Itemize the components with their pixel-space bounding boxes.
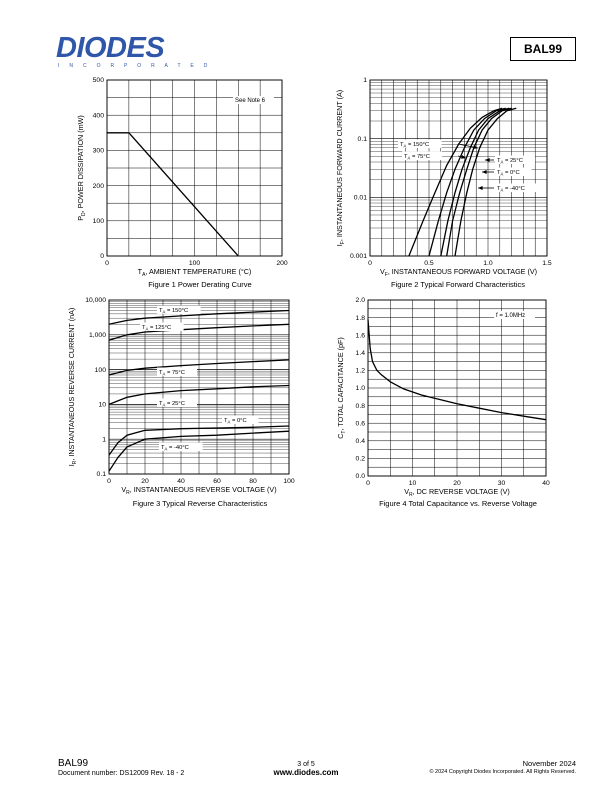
company-logo bbox=[52, 32, 212, 69]
series-label: $T_A = -40^\circ C$ bbox=[161, 445, 189, 452]
series-label: $T_A = 150^\circ C$ bbox=[400, 142, 430, 149]
series-line bbox=[429, 108, 506, 256]
logo-subtext: I N C O R P O R A T E D bbox=[58, 63, 212, 69]
footer-document-number: Document number: DS12009 Rev. 18 - 2 bbox=[58, 770, 185, 777]
x-axis-label: $V_R$, DC REVERSE VOLTAGE (V) bbox=[404, 487, 510, 498]
figure-3-chart bbox=[62, 290, 302, 505]
series-label: $T_A = 0^\circ C$ bbox=[497, 170, 520, 177]
y-tick-label: 0.001 bbox=[349, 253, 367, 261]
y-axis-label: $C_T$, TOTAL CAPACITANCE (pF) bbox=[336, 337, 347, 439]
series-label: $T_A = -40^\circ C$ bbox=[497, 186, 525, 193]
x-tick-label: 60 bbox=[213, 478, 221, 485]
x-tick-label: 80 bbox=[249, 478, 257, 485]
part-number-box: BAL99 bbox=[510, 37, 576, 61]
x-axis-label: $V_F$, INSTANTANEOUS FORWARD VOLTAGE (V) bbox=[379, 267, 538, 278]
y-tick-label: 1 bbox=[102, 436, 106, 444]
x-tick-label: 20 bbox=[453, 480, 461, 487]
arrow-head bbox=[482, 170, 487, 174]
figure-3-caption: Figure 3 Typical Reverse Characteristics bbox=[132, 499, 268, 508]
y-tick-label: 10,000 bbox=[85, 297, 106, 305]
y-tick-label: 0.4 bbox=[355, 438, 365, 445]
x-tick-label: 100 bbox=[283, 478, 295, 485]
x-tick-label: 0.5 bbox=[424, 260, 434, 267]
y-axis-label: $I_R$, INSTANTANEOUS REVERSE CURRENT (nA) bbox=[67, 307, 78, 467]
chart-annotation: See Note 6 bbox=[235, 98, 266, 104]
x-tick-label: 100 bbox=[188, 260, 201, 267]
y-tick-label: 1.0 bbox=[355, 385, 365, 393]
x-tick-label: 0 bbox=[366, 480, 370, 487]
y-tick-label: 500 bbox=[92, 77, 104, 85]
figure-4-caption: Figure 4 Total Capacitance vs. Reverse Voltage bbox=[379, 499, 537, 508]
chart-annotation: f = 1.0MHz bbox=[496, 313, 526, 319]
y-tick-label: 0.01 bbox=[353, 194, 367, 202]
y-tick-label: 0.8 bbox=[355, 402, 365, 410]
footer-website-link[interactable]: www.diodes.com bbox=[273, 768, 339, 777]
figure-2-caption: Figure 2 Typical Forward Characteristics bbox=[390, 280, 526, 289]
x-tick-label: 200 bbox=[276, 260, 288, 267]
y-tick-label: 100 bbox=[94, 366, 106, 374]
arrow-head bbox=[485, 158, 490, 162]
y-tick-label: 0.1 bbox=[96, 471, 106, 479]
series-label: $T_A = 125^\circ C$ bbox=[142, 325, 172, 332]
series-label: $T_A = 75^\circ C$ bbox=[159, 370, 185, 377]
x-axis-label: $V_R$, INSTANTANEOUS REVERSE VOLTAGE (V) bbox=[121, 485, 277, 496]
y-tick-label: 200 bbox=[92, 182, 104, 190]
x-tick-label: 0 bbox=[105, 260, 109, 267]
y-tick-label: 1,000 bbox=[88, 332, 106, 339]
y-tick-label: 0.6 bbox=[355, 420, 365, 428]
y-tick-label: 400 bbox=[92, 112, 104, 120]
x-tick-label: 0 bbox=[368, 260, 372, 267]
x-tick-label: 1.0 bbox=[483, 260, 493, 267]
arrow-head bbox=[473, 145, 478, 149]
arrow-head bbox=[478, 186, 483, 190]
series-label: $T_A = 75^\circ C$ bbox=[404, 154, 430, 161]
y-tick-label: 0.0 bbox=[355, 473, 365, 481]
footer-part: BAL99 bbox=[58, 758, 89, 769]
series-label: $T_A = 25^\circ C$ bbox=[497, 158, 523, 165]
series-label: $T_A = 150^\circ C$ bbox=[159, 308, 189, 315]
logo-wordmark: DIODES bbox=[56, 32, 165, 64]
y-tick-label: 10 bbox=[98, 401, 106, 409]
y-axis-label: $P_D$, POWER DISSIPATION (mW) bbox=[76, 115, 87, 221]
y-tick-label: 100 bbox=[92, 218, 104, 225]
figure-4-chart bbox=[330, 290, 560, 505]
y-tick-label: 0.1 bbox=[357, 135, 367, 143]
y-tick-label: 1.6 bbox=[355, 332, 365, 340]
x-tick-label: 0 bbox=[107, 478, 111, 485]
series-label: $T_A = 25^\circ C$ bbox=[159, 401, 185, 408]
y-tick-label: 1 bbox=[363, 77, 367, 85]
x-axis-label: $T_A$, AMBIENT TEMPERATURE (°C) bbox=[137, 267, 252, 278]
x-tick-label: 30 bbox=[497, 480, 506, 487]
figure-1-chart bbox=[70, 70, 290, 285]
y-tick-label: 1.2 bbox=[355, 367, 365, 375]
figure-2-chart bbox=[330, 70, 560, 285]
y-tick-label: 1.4 bbox=[355, 350, 365, 357]
x-tick-label: 10 bbox=[408, 480, 417, 487]
figure-1-caption: Figure 1 Power Derating Curve bbox=[148, 280, 252, 289]
y-tick-label: 0.2 bbox=[355, 455, 365, 463]
x-tick-label: 20 bbox=[141, 478, 149, 485]
y-axis-label: $I_F$, INSTANTANEOUS FORWARD CURRENT (A) bbox=[335, 89, 346, 247]
footer-date: November 2024 bbox=[522, 759, 576, 768]
y-tick-label: 0 bbox=[100, 253, 104, 261]
y-tick-label: 2.0 bbox=[355, 297, 365, 305]
y-tick-label: 300 bbox=[92, 147, 104, 155]
x-tick-label: 1.5 bbox=[542, 260, 552, 267]
y-tick-label: 1.8 bbox=[355, 314, 365, 322]
footer-page-number: 3 of 5 bbox=[297, 761, 315, 768]
x-tick-label: 40 bbox=[542, 480, 550, 487]
series-label: $T_A = 0^\circ C$ bbox=[224, 418, 247, 425]
footer-copyright: © 2024 Copyright Diodes Incorporated. All Rights Reserved. bbox=[429, 769, 576, 775]
x-tick-label: 40 bbox=[177, 478, 185, 485]
